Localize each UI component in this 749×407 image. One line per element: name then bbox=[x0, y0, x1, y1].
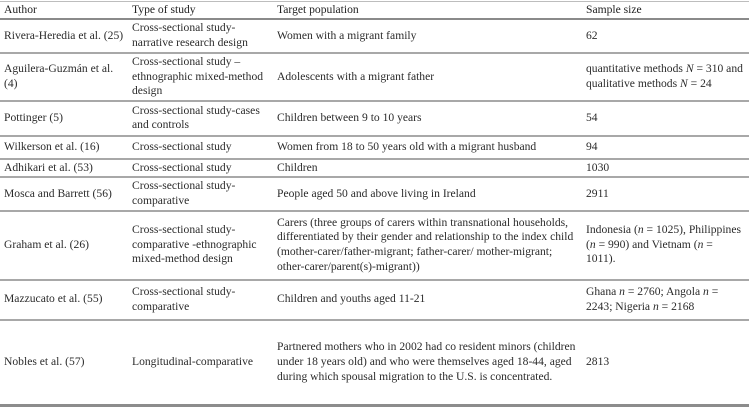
sample-size-cell: 62 bbox=[582, 19, 749, 53]
target-population-cell: Partnered mothers who in 2002 had co resident minors (children under 18 years old) and who were themselves aged 18-44, aged during which spousal migration to the U.S. is concentrated. bbox=[273, 320, 582, 406]
type-of-study-cell: Cross-sectional study-comparative bbox=[128, 177, 273, 210]
sample-size-cell: 2911 bbox=[582, 177, 749, 210]
sample-size-cell: Indonesia (n = 1025), Philippines (n = 990) and Vietnam (n = 1011). bbox=[582, 211, 749, 280]
sample-size-cell: 1030 bbox=[582, 159, 749, 178]
table-row bbox=[0, 320, 749, 406]
type-of-study-cell: Cross-sectional study bbox=[128, 159, 273, 178]
table-row bbox=[0, 211, 749, 280]
target-population-cell: Children bbox=[273, 159, 582, 178]
header-type-of-study: Type of study bbox=[128, 2, 273, 20]
table-row bbox=[0, 101, 749, 136]
table-row bbox=[0, 159, 749, 178]
table-row bbox=[0, 53, 749, 101]
target-population-cell: Women with a migrant family bbox=[273, 19, 582, 53]
target-population-cell: Carers (three groups of carers within transnational households, differentiated by their gender and relationship to the index child (mother-carer/father-migrant; father-carer/ mother-migrant; other-carer/parent(s)-migrant)) bbox=[273, 211, 582, 280]
target-population-cell: Adolescents with a migrant father bbox=[273, 53, 582, 101]
target-population-cell: Children and youths aged 11-21 bbox=[273, 280, 582, 320]
table-row bbox=[0, 280, 749, 320]
target-population-cell: Children between 9 to 10 years bbox=[273, 101, 582, 136]
target-population-cell: Women from 18 to 50 years old with a migrant husband bbox=[273, 136, 582, 159]
type-of-study-cell: Cross-sectional study-cases and controls bbox=[128, 101, 273, 136]
author-cell: Rivera-Heredia et al. (25) bbox=[0, 19, 128, 53]
type-of-study-cell: Cross-sectional study bbox=[128, 136, 273, 159]
header-sample-size: Sample size bbox=[582, 2, 749, 20]
author-cell: Graham et al. (26) bbox=[0, 211, 128, 280]
type-of-study-cell: Cross-sectional study-comparative bbox=[128, 280, 273, 320]
table-row bbox=[0, 136, 749, 159]
author-cell: Pottinger (5) bbox=[0, 101, 128, 136]
type-of-study-cell: Longitudinal-comparative bbox=[128, 320, 273, 406]
sample-size-cell: 94 bbox=[582, 136, 749, 159]
author-cell: Nobles et al. (57) bbox=[0, 320, 128, 406]
type-of-study-cell: Cross-sectional study-comparative -ethnographic mixed-method design bbox=[128, 211, 273, 280]
table-row bbox=[0, 19, 749, 53]
header-target-population: Target population bbox=[273, 2, 582, 20]
author-cell: Adhikari et al. (53) bbox=[0, 159, 128, 178]
table-row bbox=[0, 177, 749, 210]
sample-size-cell: 54 bbox=[582, 101, 749, 136]
header-row bbox=[0, 2, 749, 20]
type-of-study-cell: Cross-sectional study – ethnographic mixed-method design bbox=[128, 53, 273, 101]
type-of-study-cell: Cross-sectional study-narrative research design bbox=[128, 19, 273, 53]
author-cell: Mazzucato et al. (55) bbox=[0, 280, 128, 320]
header-author: Author bbox=[0, 2, 128, 20]
sample-size-cell: 2813 bbox=[582, 320, 749, 406]
studies-table bbox=[0, 1, 749, 407]
target-population-cell: People aged 50 and above living in Ireland bbox=[273, 177, 582, 210]
author-cell: Aguilera-Guzmán et al. (4) bbox=[0, 53, 128, 101]
author-cell: Mosca and Barrett (56) bbox=[0, 177, 128, 210]
sample-size-cell: Ghana n = 2760; Angola n = 2243; Nigeria n = 2168 bbox=[582, 280, 749, 320]
author-cell: Wilkerson et al. (16) bbox=[0, 136, 128, 159]
sample-size-cell: quantitative methods N = 310 and qualitative methods N = 24 bbox=[582, 53, 749, 101]
